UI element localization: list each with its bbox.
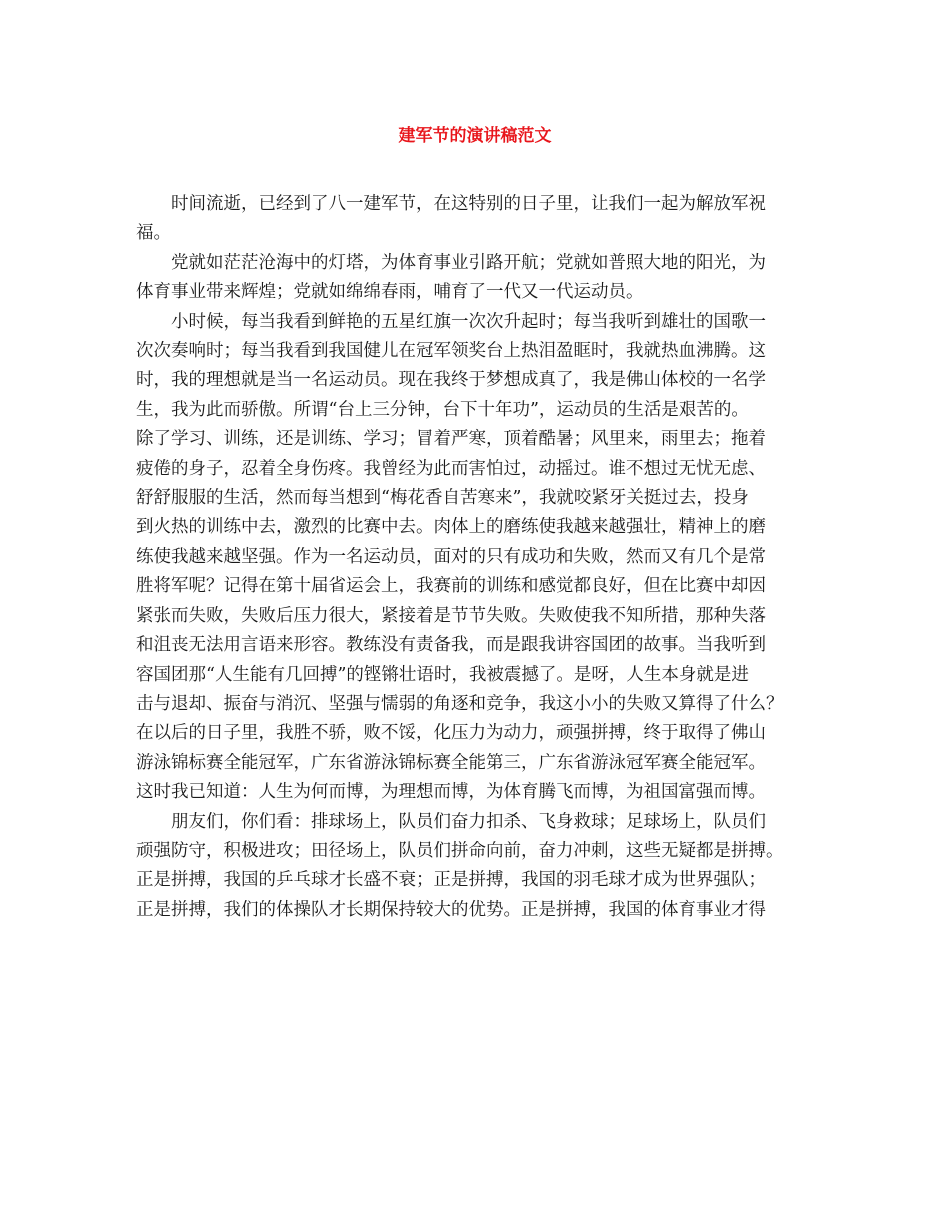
text-line: 在以后的日子里，我胜不骄，败不馁，化压力为动力，顽强拼搏，终于取得了佛山 <box>136 723 766 744</box>
paragraph-3 <box>136 308 826 808</box>
text-line: 正是拼搏，我们的体操队才长期保持较大的优势。正是拼搏，我国的体育事业才得 <box>136 899 766 920</box>
text-line: 练使我越来越坚强。作为一名运动员，面对的只有成功和失败，然而又有几个是常 <box>136 546 766 567</box>
text-line: 生，我为此而骄傲。所谓“台上三分钟，台下十年功”，运动员的生活是艰苦的。 <box>136 399 749 420</box>
text-line: 击与退却、振奋与消沉、坚强与懦弱的角逐和竞争，我这小小的失败又算得了什么？ <box>136 693 784 714</box>
text-line: 体育事业带来辉煌；党就如绵绵春雨，哺育了一代又一代运动员。 <box>136 282 644 303</box>
text-line: 游泳锦标赛全能冠军，广东省游泳锦标赛全能第三，广东省游泳冠军赛全能冠军。 <box>136 752 766 773</box>
text-line: 时间流逝，已经到了八一建军节，在这特别的日子里，让我们一起为解放军祝 <box>171 194 766 214</box>
text-line: 除了学习、训练，还是训练、学习；冒着严寒，顶着酷暑；风里来，雨里去；拖着 <box>136 429 766 450</box>
text-line: 正是拼搏，我国的乒乓球才长盛不衰；正是拼搏，我国的羽毛球才成为世界强队； <box>136 870 766 891</box>
document-title: 建军节的演讲稿范文 <box>398 126 552 146</box>
text-line: 小时候，每当我看到鲜艳的五星红旗一次次升起时；每当我听到雄壮的国歌一 <box>171 311 766 332</box>
text-line: 和沮丧无法用言语来形容。教练没有责备我，而是跟我讲容国团的故事。当我听到 <box>136 635 766 656</box>
text-line: 次次奏响时；每当我看到我国健儿在冠军领奖台上热泪盈眶时，我就热血沸腾。这 <box>136 341 766 362</box>
text-line: 这时我已知道：人生为何而博，为理想而博，为体育腾飞而博，为祖国富强而博。 <box>136 782 766 803</box>
text-line: 容国团那“人生能有几回搏”的铿锵壮语时，我被震撼了。是呀，人生本身就是进 <box>136 664 749 685</box>
paragraph-4 <box>136 808 826 926</box>
text-line: 时，我的理想就是当一名运动员。现在我终于梦想成真了，我是佛山体校的一名学 <box>136 370 766 391</box>
paragraph-1 <box>136 190 826 249</box>
paragraph-2 <box>136 249 826 308</box>
text-line: 朋友们，你们看：排球场上，队员们奋力扣杀、飞身救球；足球场上，队员们 <box>171 811 766 832</box>
text-line: 顽强防守，积极进攻；田径场上，队员们拼命向前，奋力冲刺，这些无疑都是拼搏。 <box>136 840 784 861</box>
text-line: 舒舒服服的生活，然而每当想到“梅花香自苦寒来”，我就咬紧牙关挺过去，投身 <box>136 488 749 509</box>
text-line: 福。 <box>136 223 171 244</box>
text-line: 党就如茫茫沧海中的灯塔，为体育事业引路开航；党就如普照大地的阳光，为 <box>171 252 766 273</box>
text-line: 紧张而失败，失败后压力很大，紧接着是节节失败。失败使我不知所措，那种失落 <box>136 605 766 626</box>
text-line: 胜将军呢？记得在第十届省运会上，我赛前的训练和感觉都良好，但在比赛中却因 <box>136 576 766 597</box>
text-line: 到火热的训练中去，激烈的比赛中去。肉体上的磨练使我越来越强壮，精神上的磨 <box>136 517 766 538</box>
document-body <box>136 190 826 925</box>
text-line: 疲倦的身子，忍着全身伤疼。我曾经为此而害怕过，动摇过。谁不想过无忧无虑、 <box>136 458 766 479</box>
